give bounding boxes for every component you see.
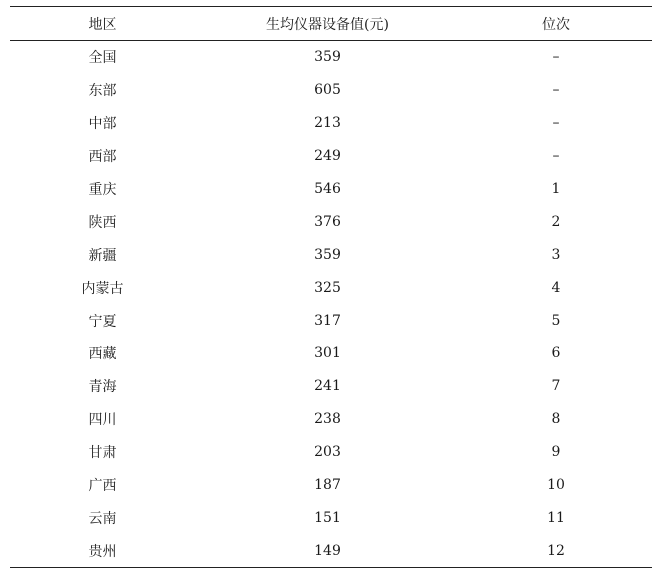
table-row bbox=[10, 337, 652, 370]
table-body bbox=[10, 41, 652, 568]
cell-rank: 12 bbox=[547, 542, 565, 559]
cell-rank: 4 bbox=[551, 279, 561, 296]
table-row bbox=[10, 436, 652, 469]
cell-rank: – bbox=[552, 115, 560, 132]
cell-region: 云南 bbox=[88, 510, 117, 527]
cell-rank: 2 bbox=[551, 213, 561, 230]
cell-value: 359 bbox=[314, 49, 341, 66]
cell-region: 中部 bbox=[88, 116, 117, 133]
header-region: 地区 bbox=[88, 16, 117, 33]
table-row bbox=[10, 469, 652, 502]
cell-rank: 9 bbox=[551, 444, 561, 461]
table-row bbox=[10, 501, 652, 534]
cell-region: 西藏 bbox=[88, 346, 117, 363]
cell-region: 贵州 bbox=[88, 543, 117, 560]
cell-rank: – bbox=[552, 148, 560, 165]
cell-region: 重庆 bbox=[88, 182, 117, 198]
cell-value: 317 bbox=[314, 312, 341, 329]
cell-rank: 10 bbox=[547, 477, 565, 494]
cell-rank: 7 bbox=[551, 378, 561, 395]
cell-value: 213 bbox=[314, 115, 341, 132]
cell-value: 249 bbox=[314, 148, 341, 165]
cell-rank: 8 bbox=[551, 411, 561, 428]
cell-value: 359 bbox=[314, 246, 341, 263]
cell-value: 238 bbox=[314, 411, 341, 428]
table-row bbox=[10, 107, 652, 140]
table-row bbox=[10, 370, 652, 403]
cell-region: 宁夏 bbox=[88, 313, 117, 330]
table-row bbox=[10, 403, 652, 436]
cell-rank: 6 bbox=[551, 345, 561, 362]
table-row bbox=[10, 205, 652, 238]
data-table-container bbox=[10, 6, 652, 568]
cell-region: 内蒙古 bbox=[81, 280, 124, 297]
cell-value: 151 bbox=[314, 509, 341, 526]
cell-value: 376 bbox=[314, 213, 341, 230]
cell-region: 全国 bbox=[88, 50, 117, 67]
cell-value: 546 bbox=[314, 181, 341, 197]
cell-region: 四川 bbox=[88, 412, 117, 429]
cell-rank: 11 bbox=[547, 509, 565, 526]
cell-value: 149 bbox=[314, 542, 341, 559]
cell-region: 西部 bbox=[88, 149, 117, 166]
cell-value: 605 bbox=[314, 82, 341, 99]
table-row bbox=[10, 304, 652, 337]
table-row bbox=[10, 238, 652, 271]
cell-region: 陕西 bbox=[88, 214, 117, 231]
cell-region: 青海 bbox=[88, 379, 117, 396]
table-row bbox=[10, 271, 652, 304]
cell-rank: 3 bbox=[551, 246, 561, 263]
table-row bbox=[10, 74, 652, 107]
header-row bbox=[10, 7, 652, 41]
table-header bbox=[10, 7, 652, 41]
table-row bbox=[10, 41, 652, 74]
cell-value: 241 bbox=[314, 378, 341, 395]
header-equipment-value: 生均仪器设备值(元) bbox=[266, 16, 389, 33]
table-row bbox=[10, 534, 652, 567]
cell-rank: – bbox=[552, 49, 560, 66]
table-row bbox=[10, 173, 652, 206]
cell-value: 301 bbox=[314, 345, 341, 362]
cell-region: 广西 bbox=[88, 478, 117, 495]
header-rank: 位次 bbox=[542, 16, 570, 33]
cell-rank: 5 bbox=[551, 312, 561, 329]
equipment-value-table bbox=[10, 6, 652, 568]
cell-value: 187 bbox=[314, 477, 341, 494]
cell-value: 325 bbox=[314, 279, 341, 296]
cell-region: 甘肃 bbox=[88, 445, 117, 462]
cell-region: 新疆 bbox=[88, 247, 117, 264]
cell-rank: 1 bbox=[551, 181, 561, 197]
cell-region: 东部 bbox=[88, 83, 117, 100]
cell-rank: – bbox=[552, 82, 560, 99]
table-row bbox=[10, 140, 652, 173]
cell-value: 203 bbox=[314, 444, 341, 461]
